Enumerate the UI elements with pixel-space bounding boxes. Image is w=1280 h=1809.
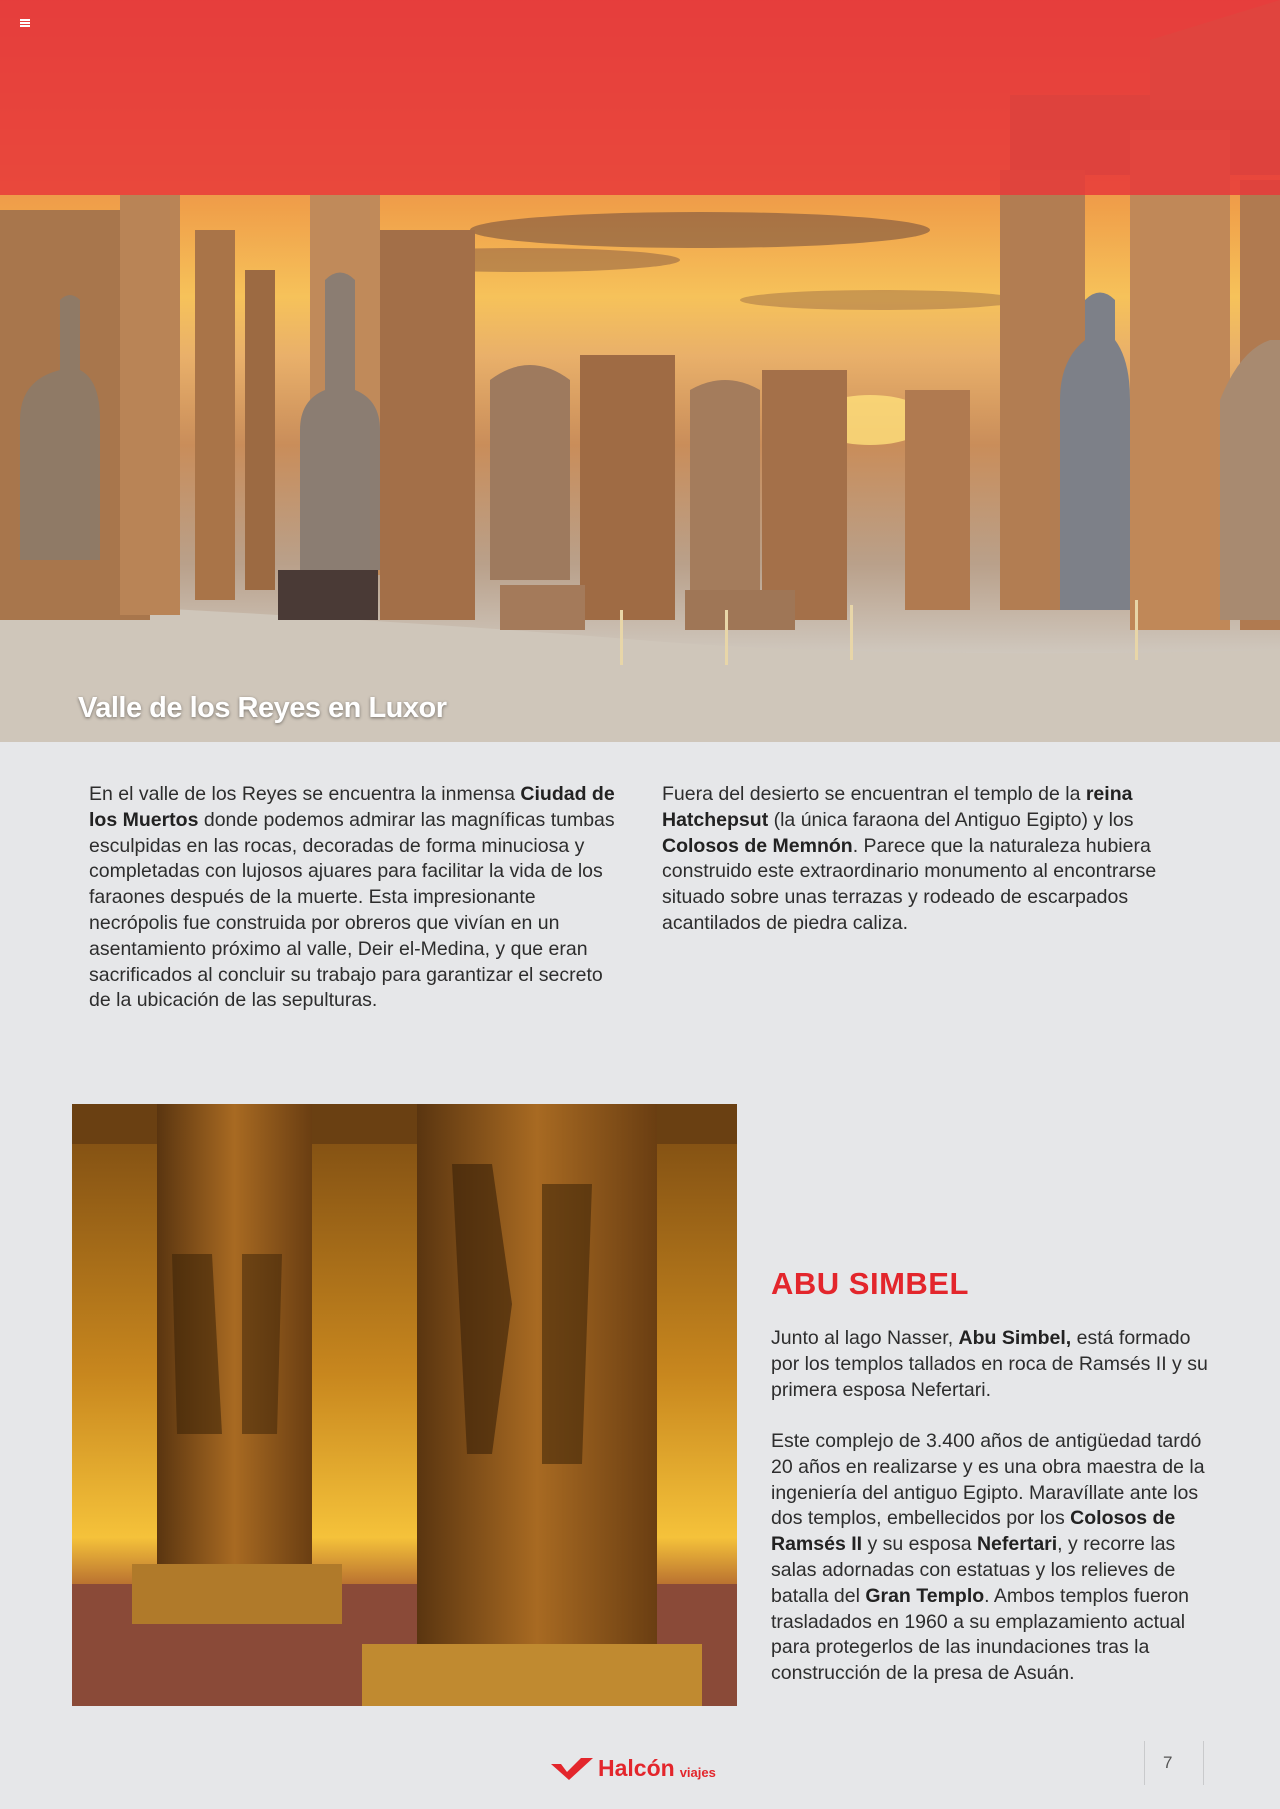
abu-simbel-paragraph-2: Este complejo de 3.400 años de antigüedad tardó 20 años en realizarse y es una obra maestra de la ingeniería del antiguo Egipto. Maravíllate ante los dos templos, embellecidos por los Colosos de Ramsés II y su esposa Nefertari, y recorre las salas adornadas con estatuas y los relieves de batalla del Gran Templo. Ambos templos fueron trasladados en 1960 a su emplazamiento actual para protegerlos de las inundaciones tras la construcción de la presa de Asuán. xyxy=(771,1430,1205,1685)
halcon-logo[interactable] xyxy=(551,1757,716,1780)
logo-sub-text: viajes xyxy=(679,1765,716,1780)
hero-image xyxy=(0,0,1280,742)
intro-right-paragraph: Fuera del desierto se encuentran el templo de la reina Hatchepsut (la única faraona del Antiguo Egipto) y los Colosos de Memnón. Parece que la naturaleza hubiera construido este extraordinario monumento al encontrarse situado sobre unas terrazas y rodeado de escarpados acantilados de piedra caliza. xyxy=(662,783,1157,934)
abu-simbel-paragraph-1: Junto al lago Nasser, Abu Simbel, está formado por los templos tallados en roca de Ramsés II y su primera esposa Nefertari. xyxy=(771,1327,1208,1401)
abu-simbel-heading: ABU SIMBEL xyxy=(771,1266,969,1301)
page-number-box xyxy=(1144,1741,1204,1785)
hero-title: Valle de los Reyes en Luxor xyxy=(78,692,447,724)
header-band xyxy=(0,0,1280,195)
halcon-wing-icon xyxy=(551,1758,593,1780)
menu-icon[interactable] xyxy=(20,19,30,27)
intro-left-paragraph: En el valle de los Reyes se encuentra la inmensa Ciudad de los Muertos donde podemos admirar las magníficas tumbas esculpidas en las rocas, decoradas de forma minuciosa y completadas con lujosos ajuares para facilitar la vida de los faraones después de la muerte. Esta impresionante necrópolis fue construida por obreros que vivían en un asentamiento próximo al valle, Deir el-Medina, y que eran sacrificados al concluir su trabajo para garantizar el secreto de la ubicación de las sepulturas. xyxy=(89,783,615,1012)
logo-brand-text: Halcón xyxy=(598,1755,675,1781)
page-number: 7 xyxy=(1163,1753,1173,1772)
abu-simbel-interior-image xyxy=(72,1104,737,1706)
